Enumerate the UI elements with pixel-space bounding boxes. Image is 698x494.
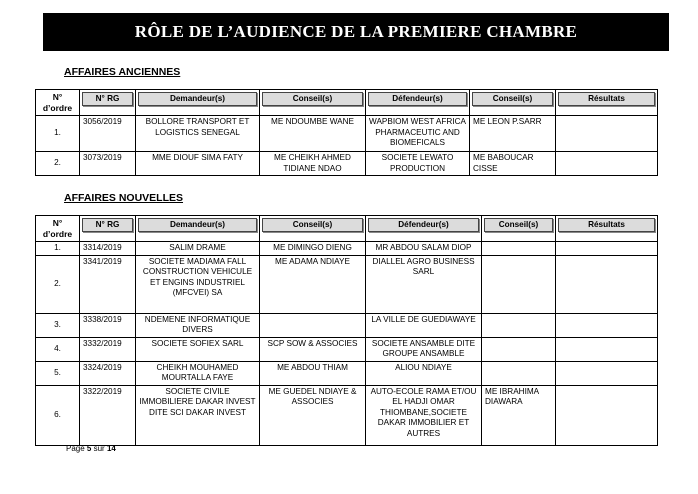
cell-ordre: 1. [36,116,80,152]
header-ordre-line2: d’ordre [42,102,73,113]
header-cell-conseil2 [470,90,556,116]
header-cell-resultats [556,90,658,116]
cell-demandeur: BOLLORE TRANSPORT ET LOGISTICS SENEGAL [136,116,260,152]
header-ordre-line1: N° [52,218,63,228]
header-cell-conseil2 [482,216,556,242]
header-row [36,216,658,242]
table-row [36,337,658,361]
header-ordre [36,90,80,116]
cell-conseil: SCP SOW & ASSOCIES [260,337,366,361]
cell-conseil2: ME LEON P.SARR [470,116,556,152]
cell-conseil: ME GUEDEL NDIAYE & ASSOCIES [260,385,366,445]
header-cell-demandeur [136,216,260,242]
header-label-resultats: Résultats [558,92,655,106]
header-ordre-line1: N° [52,92,63,102]
table-row [36,116,658,152]
cell-rg: 3322/2019 [80,385,136,445]
cell-resultats [556,152,658,176]
cell-conseil2 [482,255,556,313]
sur-label: sur [93,444,105,453]
header-cell-resultats [556,216,658,242]
header-label-resultats: Résultats [558,218,655,232]
cell-demandeur: SALIM DRAME [136,242,260,256]
cell-rg: 3341/2019 [80,255,136,313]
page-total: 14 [106,444,116,453]
cell-conseil2 [482,313,556,337]
header-label-demandeur: Demandeur(s) [138,218,257,232]
header-label-rg: N° RG [82,92,133,106]
cell-rg: 3332/2019 [80,337,136,361]
section-title-anciennes: AFFAIRES ANCIENNES [64,66,181,78]
header-label-defendeur: Défendeur(s) [368,92,467,106]
table-row [36,242,658,256]
page-footer [66,444,116,453]
page-banner [43,13,669,51]
header-ordre [36,216,80,242]
cell-rg: 3314/2019 [80,242,136,256]
cell-conseil: ME ADAMA NDIAYE [260,255,366,313]
header-label-conseil: Conseil(s) [262,92,363,106]
cell-demandeur: MME DIOUF SIMA FATY [136,152,260,176]
cell-defendeur: LA VILLE DE GUEDIAWAYE [366,313,482,337]
cell-defendeur: ALIOU NDIAYE [366,361,482,385]
cell-demandeur: NDEMENE INFORMATIQUE DIVERS [136,313,260,337]
header-label-conseil2: Conseil(s) [472,92,553,106]
header-label-conseil2: Conseil(s) [484,218,553,232]
cell-defendeur: AUTO-ECOLE RAMA ET/OU EL HADJI OMAR THIOMBANE,SOCIETE DAKAR IMMOBILIER ET AUTRES [366,385,482,445]
cell-conseil2 [482,242,556,256]
cell-conseil: ME ABDOU THIAM [260,361,366,385]
cell-conseil2: ME BABOUCAR CISSE [470,152,556,176]
header-cell-conseil [260,216,366,242]
cell-conseil2 [482,361,556,385]
cell-rg: 3056/2019 [80,116,136,152]
header-ordre-line2: d’ordre [42,228,73,239]
page-number: 5 [86,444,92,453]
header-row [36,90,658,116]
cell-ordre: 3. [36,313,80,337]
table-body-anciennes [36,90,658,176]
cell-conseil [260,313,366,337]
header-label-demandeur: Demandeur(s) [138,92,257,106]
header-cell-rg [80,216,136,242]
table-row [36,385,658,445]
cell-conseil2 [482,337,556,361]
cell-rg: 3324/2019 [80,361,136,385]
cell-demandeur: SOCIETE MADIAMA FALL CONSTRUCTION VEHICULE ET ENGINS INDUSTRIEL (MFCVEI) SA [136,255,260,313]
cell-resultats [556,116,658,152]
cell-defendeur: SOCIETE LEWATO PRODUCTION [366,152,470,176]
cell-ordre: 1. [36,242,80,256]
header-cell-conseil [260,90,366,116]
cell-defendeur: WAPBIOM WEST AFRICA PHARMACEUTIC AND BIOMEFICALS [366,116,470,152]
cell-rg: 3073/2019 [80,152,136,176]
cell-ordre: 2. [36,255,80,313]
cell-resultats [556,337,658,361]
header-cell-defendeur [366,90,470,116]
cell-ordre: 2. [36,152,80,176]
header-label-defendeur: Défendeur(s) [368,218,479,232]
page-label: Page [66,444,85,453]
cell-ordre: 4. [36,337,80,361]
header-cell-rg [80,90,136,116]
header-cell-defendeur [366,216,482,242]
cell-resultats [556,385,658,445]
table-row [36,361,658,385]
cell-demandeur: SOCIETE SOFIEX SARL [136,337,260,361]
cell-ordre: 6. [36,385,80,445]
header-label-rg: N° RG [82,218,133,232]
cell-defendeur: MR ABDOU SALAM DIOP [366,242,482,256]
cell-resultats [556,255,658,313]
section-title-nouvelles: AFFAIRES NOUVELLES [64,192,184,204]
header-label-conseil: Conseil(s) [262,218,363,232]
cell-ordre: 5. [36,361,80,385]
header-cell-demandeur [136,90,260,116]
cell-demandeur: CHEIKH MOUHAMED MOURTALLA FAYE [136,361,260,385]
table-affaires-nouvelles [35,215,658,446]
page-title: RÔLE DE L’AUDIENCE DE LA PREMIERE CHAMBRE [134,22,578,41]
cell-resultats [556,242,658,256]
cell-defendeur: SOCIETE ANSAMBLE DITE GROUPE ANSAMBLE [366,337,482,361]
table-row [36,313,658,337]
table-row [36,255,658,313]
cell-resultats [556,313,658,337]
cell-conseil: ME NDOUMBE WANE [260,116,366,152]
cell-rg: 3338/2019 [80,313,136,337]
cell-conseil2: ME IBRAHIMA DIAWARA [482,385,556,445]
cell-conseil: ME CHEIKH AHMED TIDIANE NDAO [260,152,366,176]
cell-demandeur: SOCIETE CIVILE IMMOBILIERE DAKAR INVEST DITE SCI DAKAR INVEST [136,385,260,445]
cell-conseil: ME DIMINGO DIENG [260,242,366,256]
table-body-nouvelles [36,216,658,446]
cell-defendeur: DIALLEL AGRO BUSINESS SARL [366,255,482,313]
table-affaires-anciennes [35,89,658,176]
cell-resultats [556,361,658,385]
table-row [36,152,658,176]
